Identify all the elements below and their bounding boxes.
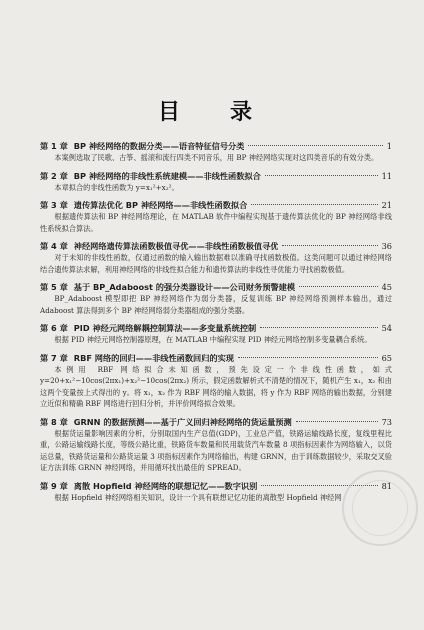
chapter-title[interactable]: GRNN 的数据预测——基于广义回归神经网络的货运量预测 bbox=[73, 416, 292, 427]
chapter-summary: 对于未知的非线性函数，仅通过函数的输入输出数据难以准确寻找函数极值。这类问题可以通过神经网络结合遗传算法求解，利用神经网络的非线性拟合能力和遗传算法的非线性寻优能力寻找函数极值。 bbox=[40, 253, 392, 274]
toc-entry-heading[interactable] bbox=[40, 352, 392, 364]
toc-entry[interactable] bbox=[40, 322, 392, 346]
chapter-summary: 本案例选取了民歌、古筝、摇滚和流行四类不同音乐，用 BP 神经网络实现对这四类音乐的有效分类。 bbox=[54, 153, 379, 162]
chapter-summary: 根据 Hopfield 神经网络相关知识，设计一个具有联想记忆功能的离散型 Hopfield 神经网 bbox=[54, 492, 342, 502]
toc-entry-heading[interactable] bbox=[40, 281, 392, 293]
chapter-title[interactable]: 神经网络遗传算法函数极值寻优——非线性函数极值寻优 bbox=[73, 241, 279, 251]
chapter-summary: 根据 PID 神经元网络控制器原理，在 MATLAB 中编程实现 PID 神经元网络控制多变量耦合系统。 bbox=[54, 335, 372, 344]
toc-entry[interactable] bbox=[40, 281, 392, 316]
page-number: 36 bbox=[381, 241, 392, 251]
dot-leader bbox=[299, 286, 378, 287]
toc-entry[interactable] bbox=[40, 480, 392, 504]
toc-entry-heading[interactable] bbox=[40, 240, 392, 252]
toc-entry-heading[interactable] bbox=[40, 322, 392, 334]
chapter-title[interactable]: BP 神经网络的非线性系统建模——非线性函数拟合 bbox=[73, 170, 261, 181]
chapter-number: 第 3 章 bbox=[40, 200, 68, 210]
chapter-title[interactable]: 基于 BP_Adaboost 的强分类器设计——公司财务预警建模 bbox=[73, 282, 296, 292]
chapter-number: 第 5 章 bbox=[40, 282, 68, 292]
toc-entry[interactable] bbox=[40, 240, 392, 275]
chapter-number: 第 7 章 bbox=[40, 352, 68, 363]
page-number: 65 bbox=[381, 352, 392, 363]
toc-entry[interactable] bbox=[40, 416, 392, 474]
chapter-number: 第 4 章 bbox=[40, 241, 68, 251]
dot-leader bbox=[238, 357, 378, 358]
chapter-summary: 本章拟合的非线性函数为 y=x₁²+x₂²。 bbox=[54, 182, 179, 192]
toc-entry[interactable] bbox=[40, 140, 392, 164]
chapter-title[interactable]: BP 神经网络的数据分类——语音特征信号分类 bbox=[73, 141, 245, 151]
page-number: 1 bbox=[386, 141, 392, 151]
toc-entry-heading[interactable] bbox=[40, 416, 392, 428]
toc-entry[interactable] bbox=[40, 352, 392, 410]
chapter-number: 第 8 章 bbox=[40, 416, 68, 427]
toc-entry[interactable] bbox=[40, 199, 392, 234]
page-number: 73 bbox=[381, 416, 392, 427]
page-number: 81 bbox=[381, 480, 392, 491]
page-number: 21 bbox=[381, 200, 392, 210]
chapter-summary: 根据货运量影响因素的分析，分别取国内生产总值(GDP)，工业总产值，铁路运输线路长度，复线里程比重，公路运输线路长度，等级公路比重，铁路货车数量和民用载货汽车数量 8 项指标因素作为网络输入，以货运总量，铁路货运量和公路货运量 3 项指标因素作为网络输出，构建 GRNN，由于训练数据较少，采取交叉验证方法训练 GRNN 神经网络，并用循环找出最佳的 SPREAD。 bbox=[40, 428, 392, 472]
toc-entry[interactable] bbox=[40, 170, 392, 194]
page-title: 目 录 bbox=[157, 100, 266, 125]
library-stamp-inner-ring bbox=[352, 480, 408, 536]
dot-leader bbox=[251, 204, 377, 205]
chapter-title[interactable]: 离散 Hopfield 神经网络的联想记忆——数字识别 bbox=[73, 480, 258, 491]
chapter-title[interactable]: PID 神经元网络解耦控制算法——多变量系统控制 bbox=[73, 323, 257, 333]
chapter-summary: 根据遗传算法和 BP 神经网络理论，在 MATLAB 软件中编程实现基于遗传算法优化的 BP 神经网络非线性系统拟合算法。 bbox=[40, 212, 392, 233]
chapter-summary: 本例用 RBF 网络拟合未知函数，预先设定一个非线性函数，如式 y=20+x₁²−10cos(2πx₁)+x₂²−10cos(2πx₂) 所示，假定函数解析式不清楚的情况下，随机产生 x₁，x₂ 和由这两个变量按上式得出的 y。将 x₁，x₂ 作为 RBF 网络的输入数据，将 y 作为 RBF 网络的输出数据，分别建立近似和精确 RBF 网络进行回归分析，并评价网络拟合效果。 bbox=[40, 364, 392, 408]
chapter-number: 第 9 章 bbox=[40, 480, 68, 491]
chapter-summary: BP_Adaboost 模型即把 BP 神经网络作为弱分类器，反复训练 BP 神经网络预测样本输出，通过 Adaboost 算法得到多个 BP 神经网络弱分类器组成的强分类器。 bbox=[40, 294, 392, 315]
dot-leader bbox=[260, 327, 377, 328]
toc-entry-heading[interactable] bbox=[40, 140, 392, 152]
chapter-number: 第 2 章 bbox=[40, 170, 68, 181]
dot-leader bbox=[282, 245, 377, 246]
chapter-number: 第 6 章 bbox=[40, 323, 68, 333]
dot-leader bbox=[265, 175, 378, 176]
page-number: 45 bbox=[381, 282, 392, 292]
toc-list bbox=[40, 140, 392, 509]
chapter-title[interactable]: RBF 网络的回归——非线性函数回归的实现 bbox=[73, 352, 234, 363]
dot-leader bbox=[296, 421, 378, 422]
toc-entry-heading[interactable] bbox=[40, 199, 392, 211]
chapter-title[interactable]: 遗传算法优化 BP 神经网络——非线性函数拟合 bbox=[73, 200, 248, 210]
toc-entry-heading[interactable] bbox=[40, 170, 392, 182]
dot-leader bbox=[248, 145, 382, 146]
chapter-number: 第 1 章 bbox=[40, 141, 68, 151]
page-number: 54 bbox=[381, 323, 392, 333]
library-stamp bbox=[342, 470, 418, 546]
toc-entry-heading[interactable] bbox=[40, 480, 392, 492]
page-number: 11 bbox=[381, 170, 392, 181]
